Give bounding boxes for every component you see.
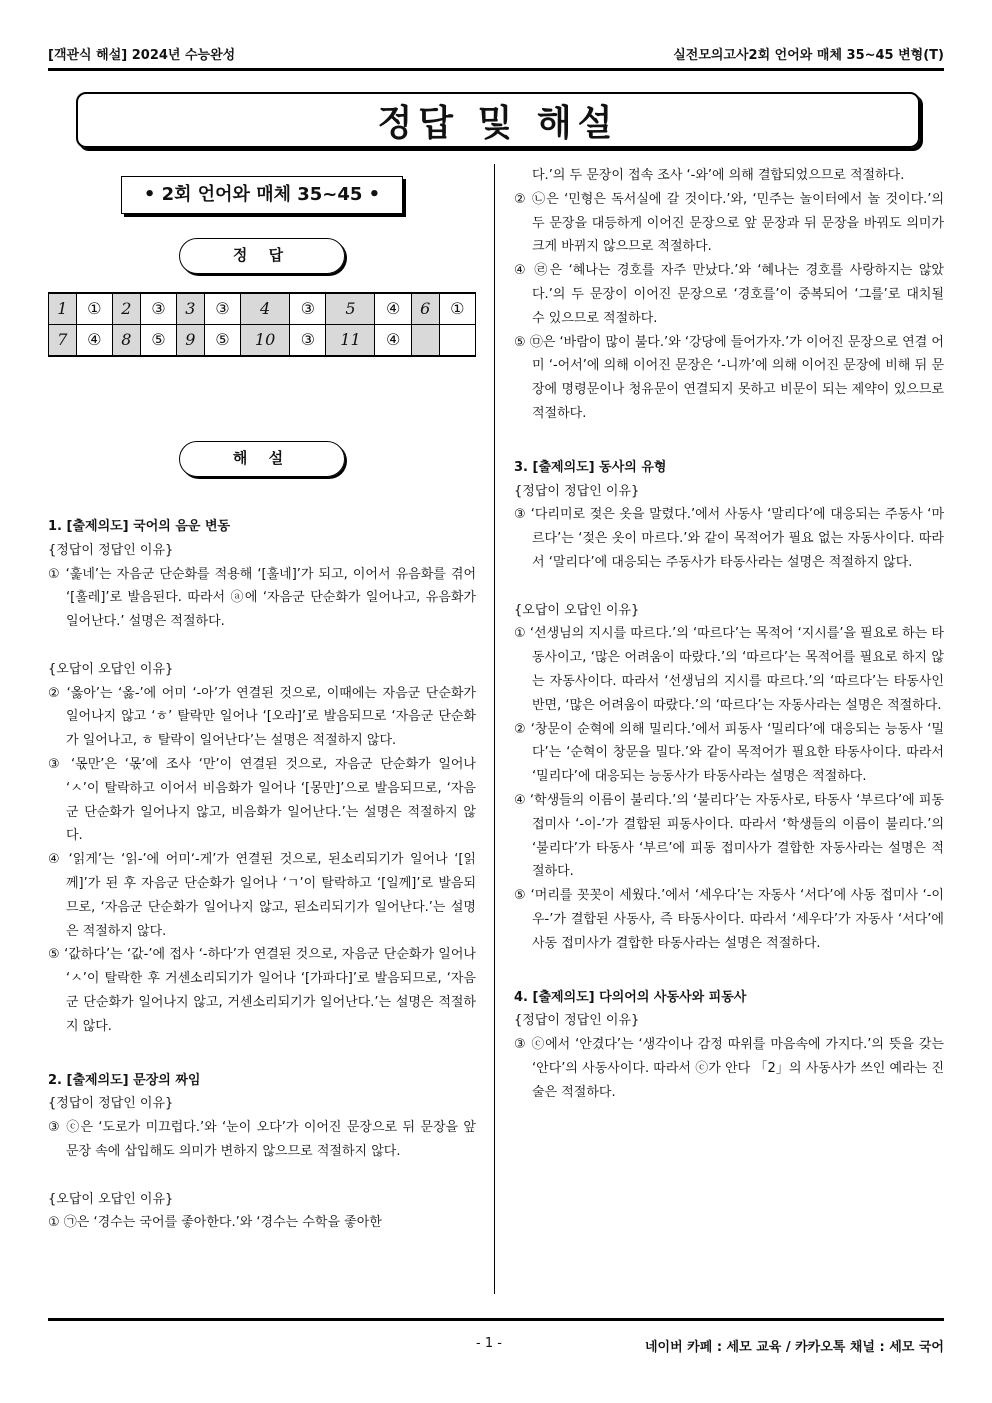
question-title: 2. [출제의도] 문장의 짜임: [48, 1072, 201, 1088]
footer-credit: 네이버 카페 : 세모 교육 / 카카오톡 채널 : 세모 국어: [644, 1340, 944, 1355]
answer-row-2: [49, 325, 476, 357]
answer-cell: ③: [204, 293, 240, 325]
answer-cell: ④: [375, 325, 411, 357]
explanation-item: ① ㉠은 ‘경수는 국어를 좋아한다.’와 ‘경수는 수학을 좋아한: [48, 1215, 382, 1231]
explanation-item-continued: 다.’의 두 문장이 접속 조사 ‘-와’에 의해 결합되었으므로 적절하다.: [532, 168, 905, 183]
footer-rule: [48, 1318, 944, 1321]
explanation-item: ⑤ ‘머리를 꼿꼿이 세웠다.’에서 ‘세우다’는 자동사 ‘서다’에 사동 접미사 ‘-이우-’가 결합된 사동사, 즉 타동사이다. 따라서 ‘세우다’가 자동사 ‘서다’에 사동 접미사가 결합한 타동사라는 설명은 적절하다.: [514, 888, 944, 951]
wrong-reason-heading: {오답이 오답인 이유}: [514, 602, 640, 618]
explanation-item: ③ ⓒ에서 ‘안겼다’는 ‘생각이나 감정 따위를 마음속에 가지다.’의 뜻을 갖는 ‘안다’의 사동사이다. 따라서 ⓒ가 안다 「2」의 사동사가 쓰인 예라는 진술은 적절하다.: [514, 1037, 944, 1100]
answer-cell: [439, 325, 476, 357]
explanation-item: ③ ⓒ은 ‘도로가 미끄럽다.’와 ‘눈이 오다’가 이어진 문장으로 뒤 문장을 앞 문장 속에 삽입해도 의미가 변하지 않으므로 적절하지 않다.: [48, 1120, 476, 1159]
answer-cell: ③: [290, 325, 326, 357]
q-number: 11: [326, 325, 375, 357]
question-title: 4. [출제의도] 다의어의 사동사와 피동사: [514, 989, 747, 1005]
wrong-reason-heading: {오답이 오답인 이유}: [48, 661, 174, 677]
correct-reason-heading: {정답이 정답인 이유}: [48, 1096, 174, 1112]
correct-reason-heading: {정답이 정답인 이유}: [514, 1013, 640, 1029]
column-divider: [494, 164, 495, 1294]
answer-label: 정 답: [179, 238, 345, 274]
answer-cell: ①: [76, 293, 112, 325]
correct-reason-heading: {정답이 정답인 이유}: [514, 483, 640, 499]
page-title: 정답 및 해설: [76, 92, 920, 148]
q-number: 9: [177, 325, 205, 357]
answer-row-1: [49, 293, 476, 325]
explanation-item: ④ ‘읽게’는 ‘읽-’에 어미‘-게’가 연결된 것으로, 된소리되기가 일어나 ‘[읽께]’가 된 후 자음군 단순화가 일어나 ‘ㄱ’이 탈락하고 ‘[일께]’로 발음되므로, ‘자음군 단순화가 일어나지 않고, 된소리되기가 일어난다.’는 설명은 적절하지 않다.: [48, 852, 476, 939]
section-title: • 2회 언어와 매체 35~45 •: [121, 176, 403, 214]
explanation-item: ② ‘옳아’는 ‘옳-’에 어미 ‘-아’가 연결된 것으로, 이때에는 자음군 단순화가 일어나지 않고 ‘ㅎ’ 탈락만 일어나 ‘[오라]’로 발음되므로 ‘자음군 단순화가 일어나고, ㅎ 탈락이 일어난다’는 설명은 적절하지 않다.: [48, 685, 476, 749]
right-column: [514, 164, 944, 1104]
answer-cell: ③: [290, 293, 326, 325]
explanation-item: ④ ㉣은 ‘혜나는 경호를 자주 만났다.’와 ‘혜나는 경호를 사랑하지는 않았다.’의 두 문장이 이어진 문장으로 ‘경호를’이 중복되어 ‘그를’로 대치될 수 있으므로 적절하다.: [514, 263, 944, 326]
page-number: - 1 -: [476, 1336, 502, 1351]
answer-cell: ③: [140, 293, 176, 325]
answer-cell: ①: [439, 293, 476, 325]
q-number: 4: [241, 293, 290, 325]
answer-cell: ④: [375, 293, 411, 325]
explanation-item: ⑤ ‘값하다’는 ‘값-’에 접사 ‘-하다’가 연결된 것으로, 자음군 단순화가 일어나 ‘ㅅ’이 탈락한 후 거센소리되기가 일어나 ‘[가파다]’로 발음되므로, ‘자음군 단순화가 일어나지 않고, 거센소리되기가 일어난다.’는 설명은 적절하지 않다.: [48, 947, 476, 1034]
correct-reason-heading: {정답이 정답인 이유}: [48, 542, 174, 558]
answer-table: [48, 292, 476, 357]
answer-cell: ⑤: [140, 325, 176, 357]
q-number: 8: [113, 325, 141, 357]
explanation-item: ③ ‘다리미로 젖은 옷을 말렸다.’에서 사동사 ‘말리다’에 대응되는 주동사 ‘마르다’는 ‘젖은 옷이 마르다.’와 같이 목적어가 필요 없는 자동사이다. 따라서 ‘말리다’에 대응되는 주동사가 타동사라는 설명은 적절하지 않다.: [514, 507, 944, 570]
q-number: 1: [49, 293, 77, 325]
q-number: 2: [113, 293, 141, 325]
q-number: 10: [241, 325, 290, 357]
explanation-item: ① ‘훑네’는 자음군 단순화를 적용해 ‘[훌네]’가 되고, 이어서 유음화를 겪어 ‘[훌레]’로 발음된다. 따라서 ⓐ에 ‘자음군 단순화가 일어나고, 유음화가 일어난다.’ 설명은 적절하다.: [48, 566, 476, 630]
explanation-item: ④ ‘학생들의 이름이 불리다.’의 ‘불리다’는 자동사로, 타동사 ‘부르다’에 피동 접미사 ‘-이-’가 결합된 피동사이다. 따라서 ‘학생들의 이름이 불리다.’의 ‘불리다’가 타동사 ‘부르’에 피동 접미사가 결합한 자동사라는 설명은 적절하다.: [514, 792, 944, 880]
explanation-item: ① ‘선생님의 지시를 따르다.’의 ‘따르다’는 목적어 ‘지시를’을 필요로 하는 타동사이고, ‘많은 어려움이 따랐다.’의 ‘따르다’는 목적어를 필요로 하지 않는 자동사이다. 따라서 ‘선생님의 지시를 따르다.’의 ‘따르다’는 타동사인 반면, ‘많은 어려움이 따랐다.’의 ‘따르다’는 자동사라는 설명은 적절하다.: [514, 626, 944, 713]
q-number: 5: [326, 293, 375, 325]
wrong-reason-heading: {오답이 오답인 이유}: [48, 1191, 174, 1207]
q-number: 3: [177, 293, 205, 325]
answer-cell: ④: [76, 325, 112, 357]
header-right: 실전모의고사2회 언어와 매체 35~45 변형(T): [673, 48, 944, 63]
explanation-item: ② ㉡은 ‘민형은 독서실에 갈 것이다.’와, ‘민주는 놀이터에서 놀 것이다.’의 두 문장을 대등하게 이어진 문장으로 앞 문장과 뒤 문장을 바꿔도 의미가 크게 바뀌지 않으므로 적절하다.: [514, 191, 944, 255]
answer-cell: ⑤: [204, 325, 240, 357]
left-column: [48, 164, 476, 1235]
question-title: 3. [출제의도] 동사의 유형: [514, 459, 667, 475]
explanation-item: ③ ‘몫만’은 ‘몫’에 조사 ‘만’이 연결된 것으로, 자음군 단순화가 일어나 ‘ㅅ’이 탈락하고 이어서 비음화가 일어나 ‘[몽만]’으로 발음되므로, ‘자음군 단순화가 일어나지 않고, 비음화가 일어난다.’는 설명은 적절하지 않다.: [48, 756, 476, 844]
explanation-item: ⑤ ㉤은 ‘바람이 많이 불다.’와 ‘강당에 들어가자.’가 이어진 문장으로 연결 어미 ‘-어서’에 의해 이어진 문장은 ‘-니까’에 의해 이어진 문장에 비해 뒤 문장에 명령문이나 청유문이 연결되지 못하고 비문이 되는 제약이 있으므로 적절하다.: [514, 334, 944, 421]
q-number: [411, 325, 439, 357]
question-title: 1. [출제의도] 국어의 음운 변동: [48, 519, 231, 534]
q-number: 7: [49, 325, 77, 357]
explanation-item: ② ‘창문이 순혁에 의해 밀리다.’에서 피동사 ‘밀리다’에 대응되는 능동사 ‘밀다’는 ‘순혁이 창문을 밀다.’와 같이 목적어가 필요한 타동사이다. 따라서 ‘밀리다’에 대응되는 능동사가 타동사라는 설명은 적절하다.: [514, 721, 944, 785]
explanation-label: 해 설: [179, 441, 345, 477]
header-rule: [48, 68, 944, 71]
q-number: 6: [411, 293, 439, 325]
header-left: [객관식 해설] 2024년 수능완성: [48, 48, 236, 63]
